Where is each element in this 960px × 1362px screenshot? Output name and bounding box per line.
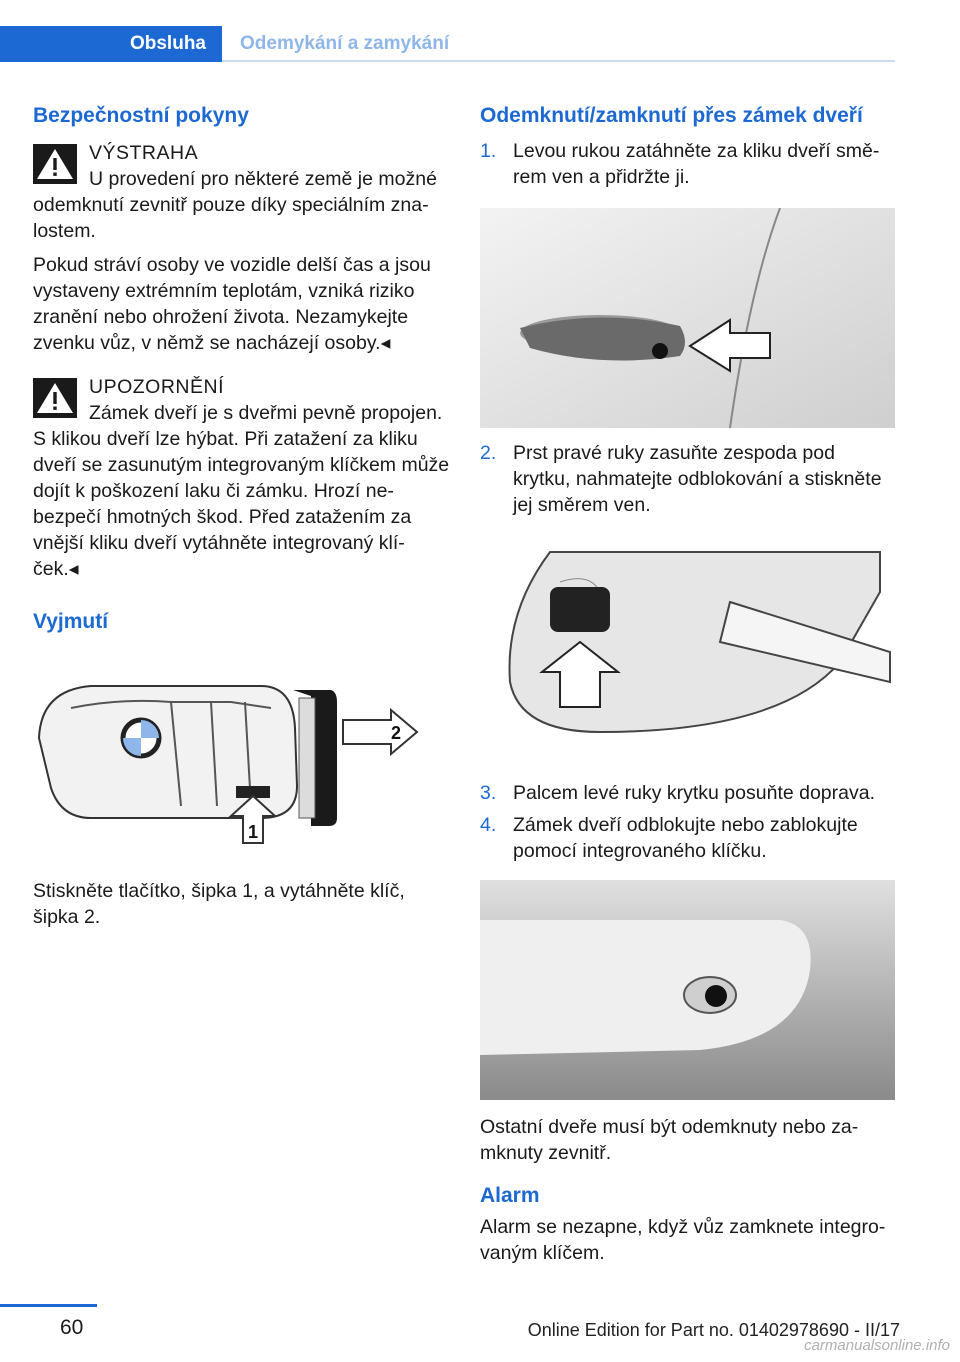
step-text: Levou rukou zatáhněte za kliku dveří smě- rem ven a přidržte ji. <box>513 140 880 188</box>
step-number: 4. <box>480 814 497 836</box>
warning-icon <box>33 144 77 184</box>
caution-icon <box>33 378 77 418</box>
page-number: 60 <box>60 1316 84 1339</box>
caution-block <box>33 374 453 582</box>
step-text: Zámek dveří odblokujte nebo zablokujte pomocí integrovaného klíčku. <box>513 814 858 862</box>
warning-paragraph: Pokud stráví osoby ve vozidle delší čas a jsou vystaveny extrémním teplotám, vzniká riziko zranění nebo ohrožení života. Nezamykejte zvenku vůz, v němž se nacházejí osoby.◂ <box>33 254 431 354</box>
step-item <box>480 440 895 518</box>
caution-title: UPOZORNĚNÍ <box>89 376 225 398</box>
section-heading-safety: Bezpečnostní pokyny <box>33 104 249 127</box>
right-column <box>480 100 895 1266</box>
left-column <box>33 100 453 930</box>
door-handle-figure-1 <box>480 208 895 428</box>
header-tabs <box>0 0 895 64</box>
alarm-paragraph: Alarm se nezapne, když vůz zamknete integro- vaným klíčem. <box>480 1216 886 1264</box>
step-item <box>480 812 895 864</box>
step-item <box>480 780 895 806</box>
step-number: 1. <box>480 140 497 162</box>
warning-line: U provedení pro některé země je možné <box>89 168 437 190</box>
tab-obsluha[interactable]: Obsluha <box>0 26 222 62</box>
caution-line: Zámek dveří je s dveřmi pevně propojen. <box>89 402 443 424</box>
section-heading-lock: Odemknutí/zamknutí přes zámek dveří <box>480 104 863 127</box>
warning-text: odemknutí zevnitř pouze díky speciálním zna- lostem. <box>33 194 429 242</box>
other-doors-paragraph: Ostatní dveře musí být odemknuty nebo za- mknuty zevnitř. <box>480 1116 859 1164</box>
warning-block <box>33 140 453 244</box>
door-handle-cover-figure <box>480 532 895 752</box>
section-heading-removal: Vyjmutí <box>33 610 109 633</box>
step-number: 3. <box>480 782 497 804</box>
door-lock-figure <box>480 880 895 1100</box>
step-number: 2. <box>480 442 497 464</box>
step-text: Prst pravé ruky zasuňte zespoda pod krytku, nahmatejte odblokování a stiskněte jej směrem ven. <box>513 442 882 516</box>
tab-odemykani[interactable]: Odemykání a zamykání <box>240 33 450 54</box>
step-item <box>480 138 895 190</box>
section-heading-alarm: Alarm <box>480 1184 540 1207</box>
key-removal-figure <box>31 668 441 848</box>
caution-text: S klikou dveří lze hýbat. Při zatažení za kliku dveří se zasunutým integrovaným klíčkem může dojít k poškození laku či zámku. Hrozí ne- bezpečí hmotných škod. Před zatažením za vnější kliku dveří vytáhněte integrovaný klí- ček.◂ <box>33 428 450 580</box>
edition-text: Online Edition for Part no. 01402978690 - II/17 <box>527 1320 900 1340</box>
watermark: carmanualsonline.info <box>804 1337 950 1354</box>
key-caption: Stiskněte tlačítko, šipka 1, a vytáhněte klíč, šipka 2. <box>33 880 405 928</box>
step-text: Palcem levé ruky krytku posuňte doprava. <box>513 782 876 804</box>
warning-title: VÝSTRAHA <box>89 142 199 164</box>
arrow-2-label: 2 <box>391 723 402 743</box>
footer-rule <box>0 1304 97 1307</box>
arrow-1-label: 1 <box>248 822 259 842</box>
header-rule <box>222 60 895 62</box>
